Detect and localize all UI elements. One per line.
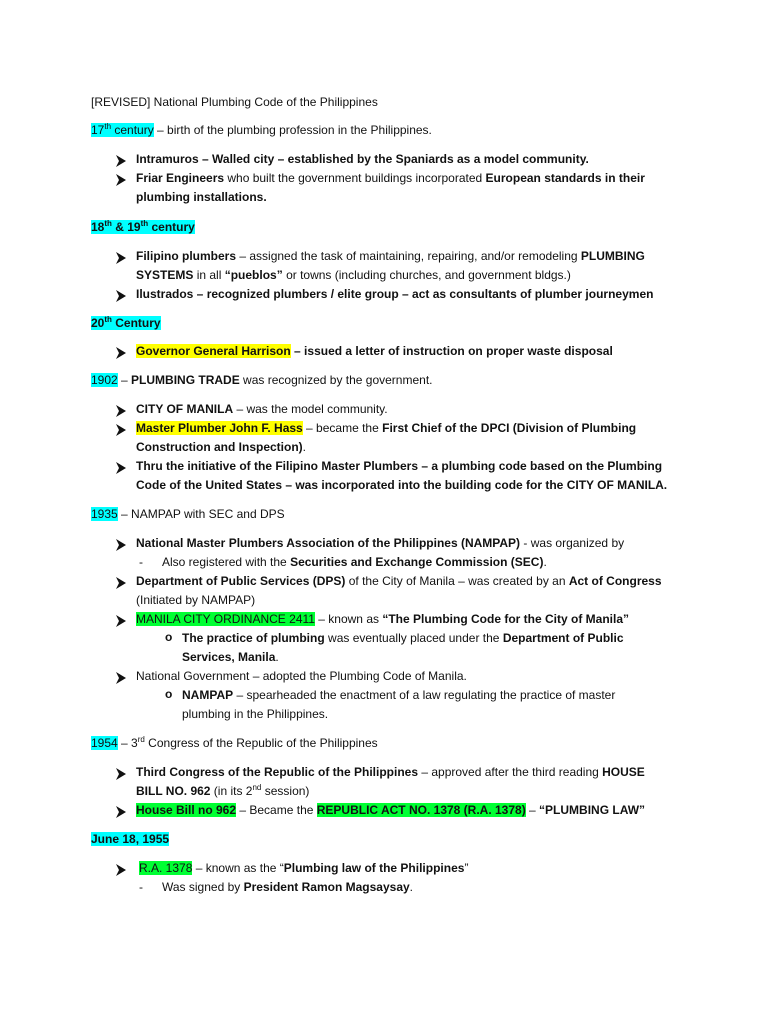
list-item-continuation: BILL NO. 962 (in its 2nd session): [136, 783, 310, 798]
list-item: Ilustrados – recognized plumbers / elite group – act as consultants of plumber journeymen: [136, 287, 654, 301]
sub-list-item-continuation: Services, Manila.: [182, 650, 279, 664]
dash-bullet: -: [139, 555, 143, 569]
dash-bullet: -: [139, 880, 143, 894]
sub-list-item-continuation: plumbing in the Philippines.: [182, 707, 329, 721]
list-item: House Bill no 962 – Became the REPUBLIC ACT NO. 1378 (R.A. 1378) – “PLUMBING LAW”: [136, 803, 646, 817]
section-1935-heading: 1935 – NAMPAP with SEC and DPS: [91, 507, 285, 521]
list-item: National Government – adopted the Plumbing Code of Manila.: [136, 669, 467, 683]
circle-bullet: o: [165, 630, 173, 644]
list-item: MANILA CITY ORDINANCE 2411 – known as “The Plumbing Code for the City of Manila”: [136, 612, 629, 626]
list-item: CITY OF MANILA – was the model community.: [136, 402, 388, 416]
arrow-bullet-icon: [116, 672, 126, 684]
arrow-bullet-icon: [116, 290, 126, 302]
sub-list-item: The practice of plumbing was eventually placed under the Department of Public: [182, 631, 624, 645]
arrow-bullet-icon: [116, 424, 126, 436]
arrow-bullet-icon: [116, 768, 126, 780]
list-item-continuation: Code of the United States – was incorporated into the building code for the CITY OF MANILA.: [136, 478, 668, 492]
arrow-bullet-icon: [116, 539, 126, 551]
list-item: Master Plumber John F. Hass – became the First Chief of the DPCI (Division of Plumbing: [136, 421, 637, 435]
arrow-bullet-icon: [116, 864, 126, 876]
sub-list-item: Was signed by President Ramon Magsaysay.: [162, 880, 414, 894]
list-item: Thru the initiative of the Filipino Master Plumbers – a plumbing code based on the Plumbing: [136, 459, 663, 473]
section-18th-19th-century-heading: 18th & 19th century: [91, 219, 195, 234]
arrow-bullet-icon: [116, 462, 126, 474]
list-item-continuation: Construction and Inspection).: [136, 440, 307, 454]
list-item: National Master Plumbers Association of the Philippines (NAMPAP) - was organized by: [136, 536, 625, 550]
document-title: [REVISED] National Plumbing Code of the Philippines: [91, 95, 378, 109]
arrow-bullet-icon: [116, 615, 126, 627]
list-item: Department of Public Services (DPS) of the City of Manila – was created by an Act of Congress: [136, 574, 662, 588]
list-item-continuation: SYSTEMS in all “pueblos” or towns (including churches, and government bldgs.): [136, 268, 571, 282]
list-item-continuation: plumbing installations.: [136, 190, 267, 204]
arrow-bullet-icon: [116, 405, 126, 417]
list-item: Governor General Harrison – issued a letter of instruction on proper waste disposal: [136, 344, 613, 358]
arrow-bullet-icon: [116, 174, 126, 186]
section-1902-heading: 1902 – PLUMBING TRADE was recognized by the government.: [91, 373, 433, 387]
arrow-bullet-icon: [116, 347, 126, 359]
arrow-bullet-icon: [116, 155, 126, 167]
sub-list-item: NAMPAP – spearheaded the enactment of a law regulating the practice of master: [182, 688, 616, 702]
list-item: Friar Engineers who built the government buildings incorporated European standards in their: [136, 171, 645, 185]
section-17th-century-heading: 17th century – birth of the plumbing profession in the Philippines.: [91, 122, 432, 137]
circle-bullet: o: [165, 687, 173, 701]
arrow-bullet-icon: [116, 806, 126, 818]
section-1955-heading: June 18, 1955: [91, 832, 170, 846]
sub-list-item: Also registered with the Securities and Exchange Commission (SEC).: [162, 555, 547, 569]
section-20th-century-heading: 20th Century: [91, 315, 161, 330]
arrow-bullet-icon: [116, 577, 126, 589]
list-item: R.A. 1378 – known as the “Plumbing law of the Philippines”: [139, 861, 469, 875]
list-item: Intramuros – Walled city – established by the Spaniards as a model community.: [136, 152, 589, 166]
arrow-bullet-icon: [116, 252, 126, 264]
list-item: Filipino plumbers – assigned the task of maintaining, repairing, and/or remodeling PLUMBING: [136, 249, 645, 263]
list-item: Third Congress of the Republic of the Philippines – approved after the third reading HOUSE: [136, 765, 645, 779]
list-item-continuation: (Initiated by NAMPAP): [136, 593, 256, 607]
section-1954-heading: 1954 – 3rd Congress of the Republic of the Philippines: [91, 735, 378, 750]
